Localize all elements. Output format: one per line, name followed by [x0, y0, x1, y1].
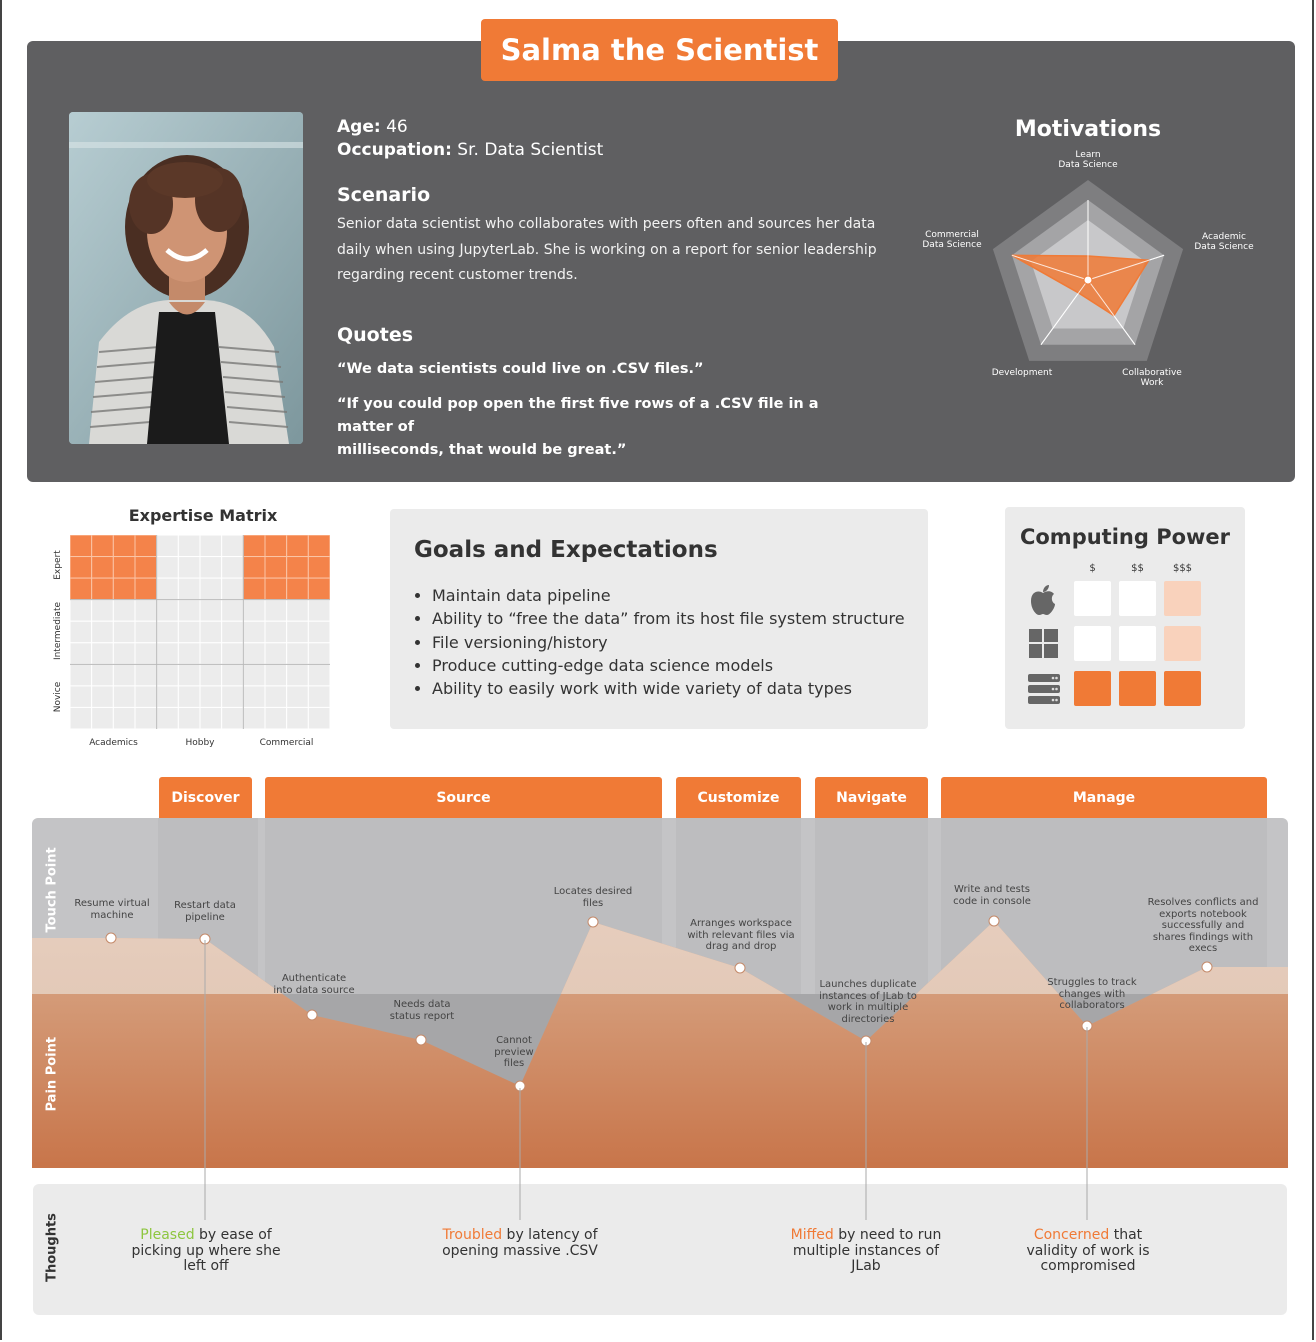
matrix-cell [200, 600, 222, 622]
cp-cell [1074, 671, 1111, 706]
portrait-illustration [69, 112, 303, 444]
step-label [1037, 977, 1147, 1012]
motivations-radar [970, 160, 1210, 380]
step-line: Locates desired [553, 886, 633, 897]
windows-icon [1029, 629, 1058, 658]
thought-concerned [1010, 1228, 1166, 1275]
matrix-cell [70, 643, 92, 665]
matrix-cell [265, 535, 287, 557]
matrix-cell [92, 578, 114, 600]
radar-label-learn [1048, 150, 1128, 170]
matrix-cell [222, 600, 244, 622]
matrix-cell [200, 664, 222, 686]
matrix-cell [157, 600, 179, 622]
journey-point [861, 1036, 871, 1046]
matrix-cell [308, 621, 330, 643]
scenario-line: daily when using JupyterLab. She is working on a report for senior leadership [337, 241, 877, 258]
goal-item: • Ability to easily work with wide variety of data types [432, 677, 932, 700]
thought-troubled [430, 1228, 610, 1259]
thought-emotion: Miffed [790, 1227, 834, 1243]
matrix-cell [265, 600, 287, 622]
matrix-cell [92, 600, 114, 622]
quote-2-line: milliseconds, that would be great.” [337, 442, 627, 458]
matrix-cell [113, 557, 135, 579]
thought-line: opening massive .CSV [442, 1242, 598, 1259]
thought-text: by ease of [194, 1227, 272, 1243]
radar-label-collaborative [1112, 368, 1192, 388]
matrix-cell [308, 707, 330, 729]
journey-point [735, 963, 745, 973]
step-line: files [503, 1058, 525, 1069]
matrix-cell [92, 686, 114, 708]
matrix-cell [92, 621, 114, 643]
matrix-cell [157, 578, 179, 600]
radar-label-commercial [912, 230, 992, 250]
occupation-label: Occupation: [337, 140, 452, 160]
radar-label-line: Data Science [922, 240, 982, 250]
matrix-cell [265, 557, 287, 579]
matrix-cell [113, 664, 135, 686]
server-icon [1028, 674, 1060, 704]
matrix-cell [287, 535, 309, 557]
matrix-cell [157, 621, 179, 643]
step-line: Restart data [174, 900, 236, 911]
matrix-cell [92, 707, 114, 729]
matrix-cell [287, 643, 309, 665]
radar-label-line: Data Science [1194, 242, 1254, 252]
matrix-cell [308, 664, 330, 686]
matrix-cell [70, 621, 92, 643]
matrix-cell [135, 578, 157, 600]
matrix-cell [70, 707, 92, 729]
matrix-cell [308, 535, 330, 557]
step-label [372, 999, 472, 1022]
matrix-cell [265, 686, 287, 708]
cp-cell [1074, 581, 1111, 616]
radar-label-line: Data Science [1058, 160, 1118, 170]
matrix-cell [222, 535, 244, 557]
matrix-cell [243, 643, 265, 665]
matrix-cell [287, 664, 309, 686]
matrix-cell [222, 621, 244, 643]
thoughts-label: Thoughts [44, 1213, 60, 1282]
matrix-cell [265, 621, 287, 643]
step-line: changes with [1058, 988, 1126, 1000]
occupation-line [337, 140, 603, 160]
phase-source: Source [265, 777, 662, 818]
quote-1: “We data scientists could live on .CSV files.” [337, 361, 704, 377]
thought-pleased [128, 1228, 284, 1275]
journey-point [515, 1081, 525, 1091]
matrix-cell [135, 557, 157, 579]
age-value: 46 [386, 117, 408, 137]
matrix-x-label-hobby: Hobby [185, 738, 215, 748]
quote-2 [337, 393, 877, 462]
matrix-cell [113, 686, 135, 708]
radar-label-development [982, 368, 1062, 378]
thought-text: that [1109, 1227, 1143, 1243]
matrix-y-label-expert: Expert [53, 550, 63, 580]
matrix-cell [178, 621, 200, 643]
cp-cell [1164, 671, 1201, 706]
matrix-cell [178, 600, 200, 622]
step-line: drag and drop [705, 941, 777, 952]
cp-col-label: $ [1089, 563, 1096, 574]
matrix-cell [200, 707, 222, 729]
matrix-cell [200, 643, 222, 665]
step-label [1140, 897, 1266, 955]
step-line: Arranges workspace [690, 918, 792, 929]
matrix-y-label-novice: Novice [53, 681, 63, 713]
matrix-cell [92, 535, 114, 557]
thought-text: by need to run [833, 1227, 942, 1243]
thought-line: JLab [851, 1258, 881, 1274]
expertise-grid [70, 535, 330, 729]
matrix-cell [135, 621, 157, 643]
matrix-cell [222, 664, 244, 686]
step-line: instances of JLab to [819, 990, 917, 1002]
matrix-cell [135, 707, 157, 729]
step-line: execs [1188, 943, 1218, 954]
step-line: into data source [273, 984, 355, 996]
goal-item: • Produce cutting-edge data science models [432, 654, 932, 677]
matrix-cell [135, 686, 157, 708]
matrix-cell [265, 707, 287, 729]
radar-label-line: Work [1140, 378, 1164, 388]
matrix-cell [243, 707, 265, 729]
phase-navigate: Navigate [815, 777, 928, 818]
matrix-cell [222, 578, 244, 600]
matrix-cell [178, 707, 200, 729]
matrix-cell [308, 686, 330, 708]
matrix-x-label-academics: Academics [89, 738, 138, 748]
matrix-cell [222, 707, 244, 729]
thought-text: by latency of [502, 1227, 598, 1243]
cp-cell [1119, 671, 1156, 706]
quotes-heading: Quotes [337, 324, 414, 346]
matrix-cell [113, 643, 135, 665]
step-line: Authenticate [281, 973, 347, 984]
step-label [808, 979, 928, 1025]
step-line: with relevant files via [687, 929, 795, 941]
thought-emotion: Concerned [1033, 1227, 1110, 1243]
step-line: collaborators [1059, 1000, 1125, 1011]
matrix-cell [200, 578, 222, 600]
matrix-cell [308, 600, 330, 622]
matrix-cell [92, 643, 114, 665]
matrix-cell [70, 535, 92, 557]
matrix-cell [243, 686, 265, 708]
matrix-y-label-intermediate: Intermediate [53, 601, 63, 661]
pain-base [32, 1162, 1288, 1168]
matrix-cell [243, 600, 265, 622]
radar-label-line: Development [991, 368, 1053, 378]
matrix-cell [135, 600, 157, 622]
step-line: Launches duplicate [819, 979, 917, 990]
pain-point-label: Pain Point [44, 1036, 60, 1112]
journey-point [307, 1010, 317, 1020]
matrix-cell [70, 686, 92, 708]
computing-power-title: Computing Power [1019, 525, 1231, 549]
step-line: directories [841, 1013, 895, 1025]
step-line: Resume virtual [74, 898, 150, 909]
matrix-cell [200, 686, 222, 708]
matrix-cell [113, 535, 135, 557]
goals-list [414, 584, 932, 700]
persona-photo [69, 112, 303, 444]
cp-col-label: $$ [1131, 563, 1144, 574]
matrix-cell [70, 600, 92, 622]
radar-label-line: Commercial [925, 230, 979, 240]
apple-icon [1028, 584, 1058, 616]
cp-cell [1164, 626, 1201, 661]
goal-item: • Maintain data pipeline [432, 584, 932, 607]
scenario-line: Senior data scientist who collaborates with peers often and sources her data [337, 216, 876, 232]
step-label [540, 886, 646, 909]
matrix-cell [178, 664, 200, 686]
cp-col-label: $$$ [1172, 563, 1193, 574]
phase-manage: Manage [941, 777, 1267, 818]
matrix-cell [287, 621, 309, 643]
radar-label-academic [1184, 232, 1264, 252]
matrix-cell [265, 643, 287, 665]
step-label [484, 1035, 544, 1070]
step-label [62, 898, 162, 921]
thought-line: compromised [1040, 1258, 1136, 1274]
matrix-cell [287, 707, 309, 729]
phase-customize: Customize [676, 777, 801, 818]
matrix-x-label-commercial: Commercial [259, 738, 314, 748]
matrix-cell [308, 578, 330, 600]
matrix-cell [157, 535, 179, 557]
matrix-cell [265, 664, 287, 686]
step-label [259, 973, 369, 996]
matrix-cell [287, 600, 309, 622]
persona-title: Salma the Scientist [481, 19, 838, 81]
matrix-cell [243, 621, 265, 643]
matrix-cell [265, 578, 287, 600]
age-line [337, 117, 408, 137]
step-label [678, 918, 804, 953]
matrix-cell [113, 621, 135, 643]
step-label [942, 884, 1042, 907]
matrix-cell [157, 557, 179, 579]
age-label: Age: [337, 117, 381, 137]
matrix-cell [222, 557, 244, 579]
journey-point [106, 933, 116, 943]
radar-label-line: Learn [1075, 150, 1101, 160]
matrix-cell [113, 600, 135, 622]
matrix-cell [243, 664, 265, 686]
matrix-cell [92, 664, 114, 686]
step-line: machine [90, 909, 134, 921]
step-line: preview [494, 1046, 534, 1058]
touch-point-label: Touch Point [44, 847, 60, 933]
matrix-cell [200, 535, 222, 557]
matrix-cell [200, 621, 222, 643]
step-line: files [582, 897, 604, 909]
thought-emotion: Pleased [140, 1227, 195, 1243]
matrix-cell [157, 643, 179, 665]
matrix-cell [287, 557, 309, 579]
matrix-cell [113, 707, 135, 729]
phase-discover: Discover [159, 777, 252, 818]
radar-label-line: Collaborative [1122, 368, 1182, 378]
matrix-cell [243, 557, 265, 579]
matrix-cell [178, 578, 200, 600]
matrix-cell [200, 557, 222, 579]
matrix-cell [178, 535, 200, 557]
cp-cell [1119, 581, 1156, 616]
step-line: successfully and [1161, 920, 1245, 931]
matrix-cell [113, 578, 135, 600]
matrix-cell [157, 664, 179, 686]
matrix-cell [287, 578, 309, 600]
matrix-cell [178, 686, 200, 708]
goals-title: Goals and Expectations [414, 537, 718, 563]
computing-power-grid [1074, 581, 1202, 707]
step-line: Struggles to track [1047, 977, 1137, 988]
cp-cell [1074, 626, 1111, 661]
step-line: code in console [953, 895, 1031, 907]
step-line: Needs data [393, 999, 451, 1010]
matrix-cell [70, 664, 92, 686]
matrix-cell [243, 535, 265, 557]
matrix-cell [287, 686, 309, 708]
goal-item: • Ability to “free the data” from its host file system structure [432, 607, 932, 630]
matrix-cell [308, 643, 330, 665]
matrix-cell [157, 707, 179, 729]
matrix-cell [178, 557, 200, 579]
goal-item: • File versioning/history [432, 631, 932, 654]
step-line: pipeline [185, 911, 225, 923]
scenario-text [337, 212, 877, 289]
pain-point-label-wrap [16, 1036, 88, 1112]
thought-miffed [782, 1228, 950, 1275]
journey-point [989, 916, 999, 926]
quote-2-line: “If you could pop open the first five rows of a .CSV file in a matter of [337, 396, 819, 435]
motivations-title: Motivations [1014, 117, 1162, 142]
scenario-line: regarding recent customer trends. [337, 267, 578, 283]
step-label [155, 900, 255, 923]
step-line: exports notebook [1159, 908, 1247, 920]
matrix-cell [308, 557, 330, 579]
radar-label-line: Academic [1202, 232, 1246, 242]
matrix-cell [243, 578, 265, 600]
thought-line: validity of work is [1026, 1242, 1150, 1259]
expertise-title: Expertise Matrix [128, 506, 278, 525]
scenario-heading: Scenario [337, 184, 431, 206]
thought-line: left off [183, 1258, 229, 1274]
matrix-cell [135, 664, 157, 686]
journey-point [1202, 962, 1212, 972]
thought-emotion: Troubled [442, 1227, 503, 1243]
step-line: Cannot [496, 1035, 532, 1046]
phase-column [815, 818, 928, 994]
matrix-cell [222, 686, 244, 708]
radar-center-dot [1084, 276, 1092, 284]
matrix-cell [92, 557, 114, 579]
matrix-cell [70, 557, 92, 579]
matrix-cell [157, 686, 179, 708]
journey-point [416, 1035, 426, 1045]
matrix-cell [135, 535, 157, 557]
journey-point [588, 917, 598, 927]
matrix-cell [178, 643, 200, 665]
cp-cell [1119, 626, 1156, 661]
step-line: work in multiple [827, 1002, 909, 1013]
occupation-value: Sr. Data Scientist [457, 140, 604, 160]
journey-point [200, 934, 210, 944]
step-line: Write and tests [954, 884, 1030, 895]
step-line: Resolves conflicts and [1147, 897, 1259, 908]
matrix-cell [222, 643, 244, 665]
step-line: status report [389, 1010, 455, 1022]
cp-cell [1164, 581, 1201, 616]
step-line: shares findings with [1152, 931, 1254, 943]
thought-line: picking up where she [131, 1242, 281, 1259]
thoughts-label-wrap [16, 1213, 88, 1282]
matrix-cell [70, 578, 92, 600]
thought-line: multiple instances of [792, 1242, 940, 1259]
journey-point [1082, 1021, 1092, 1031]
matrix-cell [135, 643, 157, 665]
